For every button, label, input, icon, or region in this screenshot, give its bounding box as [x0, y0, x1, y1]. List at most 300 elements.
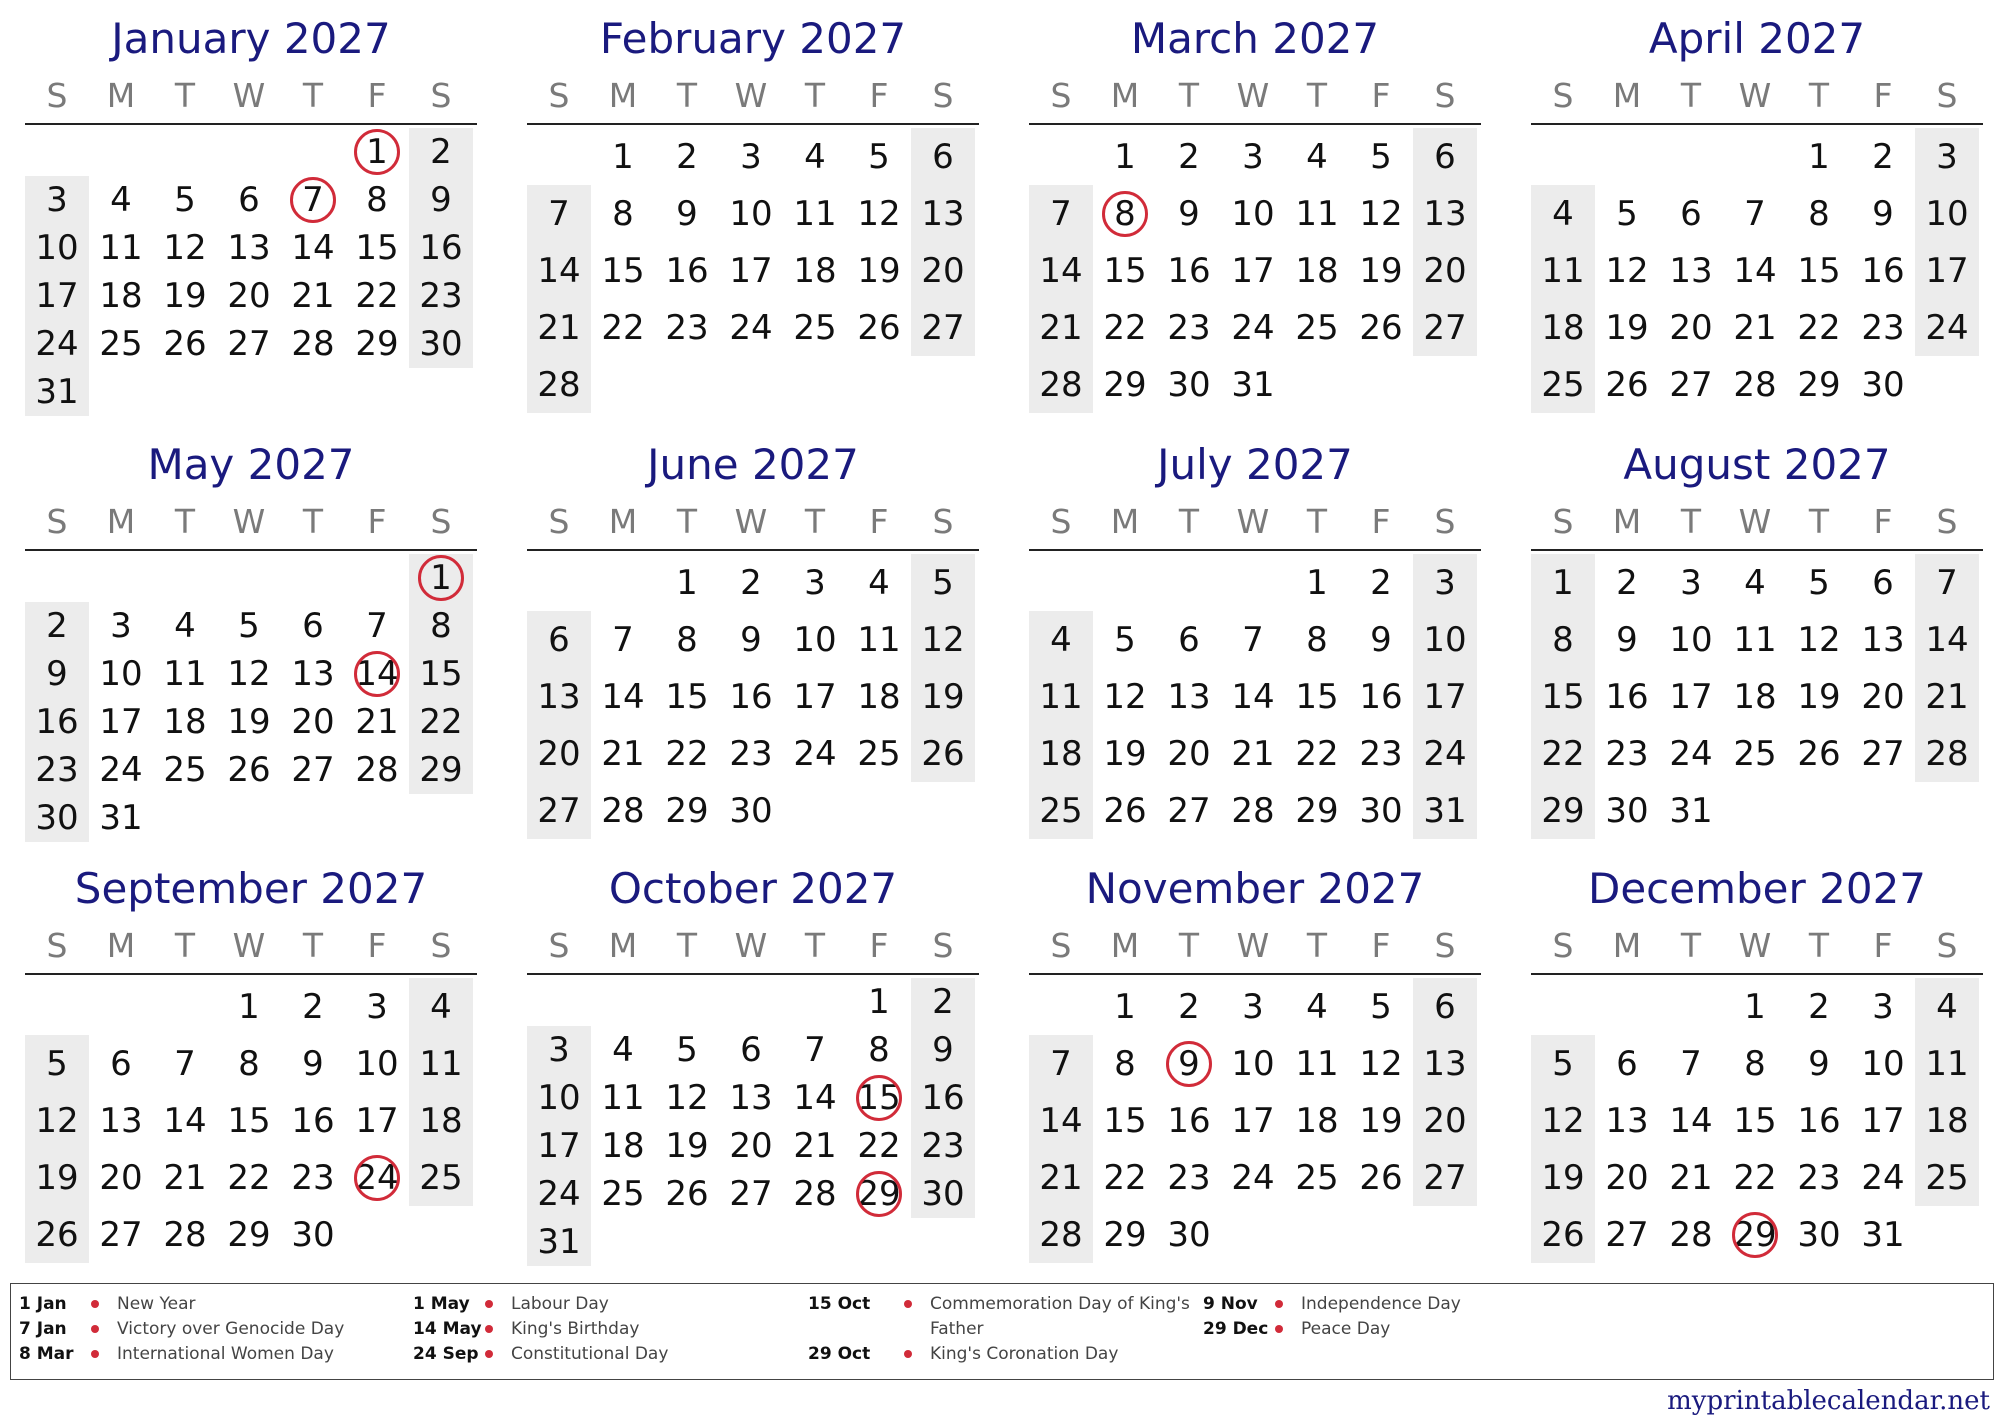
legend-date: 29 Dec: [1203, 1319, 1269, 1339]
day-cell: 16: [665, 250, 709, 291]
day-cell: 4: [612, 1030, 634, 1070]
day-cell: 21: [1925, 676, 1969, 717]
day-cell: 12: [665, 1078, 709, 1118]
day-cell: 30: [921, 1174, 965, 1214]
day-cell: 30: [291, 1214, 335, 1255]
weekday-header: M: [608, 926, 638, 965]
day-cell: 19: [1541, 1157, 1585, 1198]
weekday-header: T: [1680, 502, 1702, 541]
day-cell: 22: [1541, 733, 1585, 774]
day-cell: 8: [1808, 193, 1830, 234]
day-cell: 8: [676, 619, 698, 660]
day-cell: 30: [1167, 1214, 1211, 1255]
weekday-header: S: [430, 76, 452, 115]
day-cell: 4: [868, 562, 890, 603]
day-cell: 20: [729, 1126, 773, 1166]
weekday-header-row: [527, 926, 979, 970]
weekday-header-row: [1531, 926, 1983, 970]
day-cell: 25: [1295, 1157, 1339, 1198]
day-cell: 22: [601, 307, 645, 348]
weekday-header: W: [734, 76, 768, 115]
day-cell: 27: [537, 790, 581, 831]
day-cell: 2: [932, 982, 954, 1022]
day-cell: 9: [1178, 193, 1200, 234]
day-cell: 20: [921, 250, 965, 291]
month-block: [1531, 0, 1983, 420]
day-cell: 24: [793, 733, 837, 774]
day-cell: 6: [1434, 986, 1456, 1027]
holiday-marker: [354, 129, 400, 175]
day-cell: 15: [1733, 1100, 1777, 1141]
day-cell: 23: [35, 750, 79, 790]
day-cell: 19: [35, 1157, 79, 1198]
weekday-header: M: [608, 76, 638, 115]
weekday-header: W: [232, 502, 266, 541]
day-cell: 12: [35, 1100, 79, 1141]
day-cell: 31: [537, 1222, 581, 1262]
day-cell: 16: [1797, 1100, 1841, 1141]
day-cell: 14: [1925, 619, 1969, 660]
day-cell: 18: [1295, 1100, 1339, 1141]
day-cell: 31: [1231, 364, 1275, 405]
weekday-header: T: [676, 926, 698, 965]
month-block: [1531, 850, 1983, 1270]
day-cell: 13: [1167, 676, 1211, 717]
day-cell: 28: [1733, 364, 1777, 405]
month-title: February 2027: [599, 14, 907, 63]
day-cell: 5: [868, 136, 890, 177]
weekday-header: M: [608, 502, 638, 541]
header-divider: [1531, 123, 1983, 125]
day-cell: 7: [1936, 562, 1958, 603]
day-cell: 1: [612, 136, 634, 177]
day-cell: 21: [163, 1157, 207, 1198]
weekday-header: M: [106, 926, 136, 965]
day-cell: 9: [1616, 619, 1638, 660]
day-cell: 22: [1103, 307, 1147, 348]
day-cell: 1: [430, 558, 452, 598]
day-cell: 27: [1861, 733, 1905, 774]
legend-holiday-name: Labour Day: [511, 1294, 609, 1314]
day-cell: 8: [868, 1030, 890, 1070]
day-cell: 10: [537, 1078, 581, 1118]
day-cell: 24: [1231, 1157, 1275, 1198]
day-cell: 28: [291, 324, 335, 364]
day-cell: 17: [1925, 250, 1969, 291]
day-cell: 7: [804, 1030, 826, 1070]
day-cell: 2: [1808, 986, 1830, 1027]
day-cell: 9: [676, 193, 698, 234]
day-cell: 8: [1744, 1043, 1766, 1084]
month-block: [527, 0, 979, 420]
day-cell: 4: [1050, 619, 1072, 660]
weekday-header: M: [1110, 76, 1140, 115]
day-cell: 23: [291, 1157, 335, 1198]
day-cell: 25: [1733, 733, 1777, 774]
day-cell: 12: [1103, 676, 1147, 717]
day-cell: 18: [1295, 250, 1339, 291]
day-cell: 16: [1861, 250, 1905, 291]
day-cell: 17: [1231, 1100, 1275, 1141]
month-title: July 2027: [1157, 440, 1353, 489]
day-cell: 9: [740, 619, 762, 660]
weekday-header: S: [1050, 76, 1072, 115]
weekday-header: F: [367, 76, 387, 115]
day-cell: 26: [1605, 364, 1649, 405]
day-cell: 3: [804, 562, 826, 603]
day-cell: 22: [1797, 307, 1841, 348]
day-cell: 15: [419, 654, 463, 694]
day-cell: 11: [1039, 676, 1083, 717]
day-cell: 17: [729, 250, 773, 291]
legend-holiday-name: King's Coronation Day: [930, 1344, 1119, 1364]
day-cell: 11: [1295, 193, 1339, 234]
weekday-header: T: [676, 502, 698, 541]
weekday-header-row: [1029, 926, 1481, 970]
weekday-header: S: [46, 502, 68, 541]
weekday-header: S: [430, 926, 452, 965]
day-cell: 9: [1872, 193, 1894, 234]
day-cell: 21: [537, 307, 581, 348]
day-cell: 5: [1370, 986, 1392, 1027]
legend-date: 29 Oct: [808, 1344, 871, 1364]
weekday-header: T: [1680, 76, 1702, 115]
month-title: August 2027: [1623, 440, 1891, 489]
day-cell: 26: [665, 1174, 709, 1214]
day-cell: 4: [1744, 562, 1766, 603]
day-cell: 26: [227, 750, 271, 790]
day-cell: 15: [601, 250, 645, 291]
day-cell: 5: [174, 180, 196, 220]
weekday-header: T: [1306, 76, 1328, 115]
weekday-header: S: [1050, 502, 1072, 541]
day-cell: 12: [1797, 619, 1841, 660]
day-cell: 19: [1797, 676, 1841, 717]
day-cell: 10: [99, 654, 143, 694]
weekday-header: W: [734, 926, 768, 965]
day-cell: 9: [932, 1030, 954, 1070]
day-cell: 18: [163, 702, 207, 742]
day-cell: 14: [1669, 1100, 1713, 1141]
day-cell: 29: [1797, 364, 1841, 405]
day-cell: 20: [1167, 733, 1211, 774]
day-cell: 11: [857, 619, 901, 660]
day-cell: 13: [1423, 193, 1467, 234]
holiday-marker: [856, 1075, 902, 1121]
weekday-header: M: [106, 76, 136, 115]
day-cell: 17: [1669, 676, 1713, 717]
month-title: October 2027: [608, 864, 898, 913]
day-cell: 16: [1359, 676, 1403, 717]
site-credit[interactable]: myprintablecalendar.net: [1667, 1386, 1990, 1416]
holiday-dot-icon: [1275, 1300, 1283, 1308]
day-cell: 17: [1423, 676, 1467, 717]
day-cell: 18: [1541, 307, 1585, 348]
day-cell: 28: [1925, 733, 1969, 774]
day-cell: 30: [729, 790, 773, 831]
legend-holiday-name: Peace Day: [1301, 1319, 1391, 1339]
day-cell: 6: [1434, 136, 1456, 177]
day-cell: 6: [238, 180, 260, 220]
day-cell: 9: [1808, 1043, 1830, 1084]
day-cell: 3: [1936, 136, 1958, 177]
day-cell: 28: [1669, 1214, 1713, 1255]
month-title: September 2027: [74, 864, 428, 913]
holiday-dot-icon: [1275, 1325, 1283, 1333]
month-block: [25, 0, 477, 420]
day-cell: 29: [355, 324, 399, 364]
weekday-header: F: [1873, 502, 1893, 541]
weekday-header: W: [734, 502, 768, 541]
day-cell: 20: [1423, 1100, 1467, 1141]
day-cell: 25: [1925, 1157, 1969, 1198]
legend-date: 1 Jan: [19, 1294, 67, 1314]
weekday-header-row: [527, 502, 979, 546]
weekday-header: W: [1738, 76, 1772, 115]
holiday-dot-icon: [904, 1350, 912, 1358]
weekday-header: F: [1371, 76, 1391, 115]
day-cell: 10: [1423, 619, 1467, 660]
day-cell: 22: [227, 1157, 271, 1198]
day-cell: 4: [804, 136, 826, 177]
day-cell: 22: [355, 276, 399, 316]
day-cell: 10: [1231, 193, 1275, 234]
holiday-dot-icon: [91, 1300, 99, 1308]
day-cell: 4: [1306, 986, 1328, 1027]
header-divider: [1029, 549, 1481, 551]
weekday-header: T: [174, 926, 196, 965]
day-cell: 2: [302, 986, 324, 1027]
weekday-header: S: [1434, 502, 1456, 541]
day-cell: 20: [99, 1157, 143, 1198]
day-cell: 12: [163, 228, 207, 268]
day-cell: 1: [1552, 562, 1574, 603]
day-cell: 23: [1167, 1157, 1211, 1198]
day-cell: 16: [35, 702, 79, 742]
day-cell: 11: [1541, 250, 1585, 291]
day-cell: 21: [355, 702, 399, 742]
legend-holiday-name: Victory over Genocide Day: [117, 1319, 345, 1339]
legend-holiday-name: Independence Day: [1301, 1294, 1461, 1314]
day-cell: 15: [857, 1078, 901, 1118]
day-cell: 17: [537, 1126, 581, 1166]
day-cell: 25: [419, 1157, 463, 1198]
header-divider: [1029, 123, 1481, 125]
day-cell: 12: [1605, 250, 1649, 291]
day-cell: 7: [366, 606, 388, 646]
day-cell: 8: [1306, 619, 1328, 660]
day-cell: 3: [740, 136, 762, 177]
day-cell: 10: [35, 228, 79, 268]
day-cell: 1: [676, 562, 698, 603]
weekday-header: F: [869, 502, 889, 541]
weekday-header-row: [25, 926, 477, 970]
day-cell: 15: [1541, 676, 1585, 717]
weekday-header: T: [302, 76, 324, 115]
day-cell: 2: [676, 136, 698, 177]
day-cell: 28: [1039, 1214, 1083, 1255]
day-cell: 18: [857, 676, 901, 717]
header-divider: [25, 973, 477, 975]
day-cell: 13: [227, 228, 271, 268]
weekday-header: M: [1612, 76, 1642, 115]
day-cell: 1: [1114, 136, 1136, 177]
holiday-marker: [354, 651, 400, 697]
day-cell: 4: [1306, 136, 1328, 177]
day-cell: 16: [1605, 676, 1649, 717]
day-cell: 12: [1541, 1100, 1585, 1141]
day-cell: 8: [1552, 619, 1574, 660]
day-cell: 19: [1359, 250, 1403, 291]
day-cell: 24: [1925, 307, 1969, 348]
month-title: May 2027: [147, 440, 355, 489]
day-cell: 17: [1231, 250, 1275, 291]
day-cell: 12: [1359, 1043, 1403, 1084]
day-cell: 14: [291, 228, 335, 268]
day-cell: 22: [1733, 1157, 1777, 1198]
day-cell: 5: [1370, 136, 1392, 177]
legend-date: 7 Jan: [19, 1319, 67, 1339]
weekday-header: T: [302, 502, 324, 541]
month-title: December 2027: [1587, 864, 1927, 913]
header-divider: [25, 123, 477, 125]
weekday-header-row: [1029, 502, 1481, 546]
day-cell: 20: [1605, 1157, 1649, 1198]
day-cell: 2: [1178, 136, 1200, 177]
day-cell: 7: [174, 1043, 196, 1084]
day-cell: 5: [1114, 619, 1136, 660]
day-cell: 23: [729, 733, 773, 774]
day-cell: 11: [419, 1043, 463, 1084]
weekday-header: T: [174, 502, 196, 541]
day-cell: 28: [355, 750, 399, 790]
day-cell: 25: [1039, 790, 1083, 831]
weekday-header: F: [1371, 502, 1391, 541]
holiday-marker: [354, 1155, 400, 1201]
day-cell: 2: [1178, 986, 1200, 1027]
day-cell: 14: [163, 1100, 207, 1141]
day-cell: 23: [1359, 733, 1403, 774]
day-cell: 15: [1295, 676, 1339, 717]
month-block: [527, 850, 979, 1270]
day-cell: 27: [1423, 307, 1467, 348]
header-divider: [1029, 973, 1481, 975]
weekday-header: W: [1236, 502, 1270, 541]
day-cell: 21: [1669, 1157, 1713, 1198]
legend-holiday-name: Commemoration Day of King's: [930, 1294, 1190, 1314]
weekday-header: T: [676, 76, 698, 115]
day-cell: 15: [355, 228, 399, 268]
day-cell: 11: [1295, 1043, 1339, 1084]
day-cell: 19: [665, 1126, 709, 1166]
day-cell: 1: [1808, 136, 1830, 177]
weekday-header: T: [804, 76, 826, 115]
day-cell: 29: [227, 1214, 271, 1255]
day-cell: 9: [46, 654, 68, 694]
day-cell: 28: [163, 1214, 207, 1255]
day-cell: 29: [665, 790, 709, 831]
day-cell: 18: [99, 276, 143, 316]
weekday-header: S: [1434, 926, 1456, 965]
day-cell: 30: [419, 324, 463, 364]
day-cell: 7: [1744, 193, 1766, 234]
day-cell: 20: [291, 702, 335, 742]
day-cell: 27: [1167, 790, 1211, 831]
day-cell: 28: [601, 790, 645, 831]
day-cell: 1: [1114, 986, 1136, 1027]
holiday-marker: [1166, 1041, 1212, 1087]
holiday-dot-icon: [91, 1325, 99, 1333]
day-cell: 13: [1669, 250, 1713, 291]
holiday-marker: [1102, 191, 1148, 237]
day-cell: 22: [1295, 733, 1339, 774]
day-cell: 23: [1605, 733, 1649, 774]
weekday-header: F: [869, 926, 889, 965]
weekday-header: S: [1050, 926, 1072, 965]
day-cell: 8: [238, 1043, 260, 1084]
day-cell: 18: [793, 250, 837, 291]
weekday-header: W: [232, 76, 266, 115]
day-cell: 30: [1861, 364, 1905, 405]
day-cell: 28: [793, 1174, 837, 1214]
day-cell: 27: [921, 307, 965, 348]
weekday-header: T: [302, 926, 324, 965]
weekday-header: S: [1936, 76, 1958, 115]
weekday-header: S: [548, 926, 570, 965]
day-cell: 6: [932, 136, 954, 177]
legend-date: 24 Sep: [413, 1344, 479, 1364]
header-divider: [25, 549, 477, 551]
day-cell: 21: [291, 276, 335, 316]
day-cell: 17: [1861, 1100, 1905, 1141]
holiday-dot-icon: [485, 1350, 493, 1358]
day-cell: 6: [302, 606, 324, 646]
weekday-header: W: [1236, 76, 1270, 115]
day-cell: 10: [729, 193, 773, 234]
day-cell: 7: [1050, 1043, 1072, 1084]
day-cell: 22: [1103, 1157, 1147, 1198]
month-block: [1531, 426, 1983, 846]
month-title: April 2027: [1648, 14, 1866, 63]
day-cell: 26: [857, 307, 901, 348]
day-cell: 26: [1541, 1214, 1585, 1255]
day-cell: 27: [1423, 1157, 1467, 1198]
day-cell: 7: [1680, 1043, 1702, 1084]
day-cell: 16: [729, 676, 773, 717]
weekday-header: S: [1936, 926, 1958, 965]
day-cell: 14: [355, 654, 399, 694]
day-cell: 31: [1669, 790, 1713, 831]
day-cell: 29: [1733, 1214, 1777, 1255]
day-cell: 19: [921, 676, 965, 717]
day-cell: 25: [99, 324, 143, 364]
day-cell: 1: [868, 982, 890, 1022]
holiday-marker: [290, 177, 336, 223]
day-cell: 17: [99, 702, 143, 742]
day-cell: 22: [419, 702, 463, 742]
day-cell: 20: [1861, 676, 1905, 717]
day-cell: 25: [793, 307, 837, 348]
day-cell: 26: [1797, 733, 1841, 774]
weekday-header: W: [1236, 926, 1270, 965]
day-cell: 4: [110, 180, 132, 220]
day-cell: 11: [1925, 1043, 1969, 1084]
day-cell: 20: [537, 733, 581, 774]
day-cell: 29: [1295, 790, 1339, 831]
day-cell: 6: [1872, 562, 1894, 603]
day-cell: 11: [601, 1078, 645, 1118]
day-cell: 21: [793, 1126, 837, 1166]
